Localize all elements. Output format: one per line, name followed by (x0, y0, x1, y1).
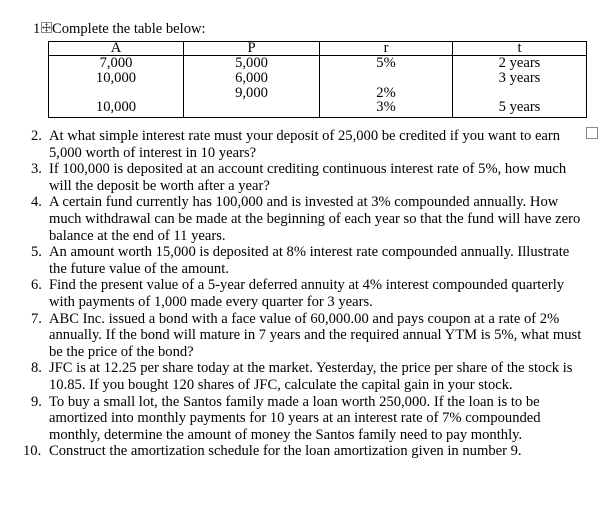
table-move-handle-icon[interactable] (41, 22, 52, 33)
table-instruction: Complete the table below: (52, 21, 206, 37)
question-5: 5. An amount worth 15,000 is deposited at 8% interest rate compounded annually. Illustrate the future value of the amount. (31, 244, 570, 277)
header-t: t (453, 42, 587, 56)
p-row3: 9,000 (235, 85, 268, 101)
question-list (0, 128, 603, 460)
question-8: 8. JFC is at 12.25 per share today at the market. Yesterday, the price per share of the stock is 10.85. If you bought 120 shares of JFC, calculate the capital gain in your stock. (31, 360, 573, 393)
question-9: 9. To buy a small lot, the Santos family made a loan worth 250,000. If the loan is to be amortized into monthly payments for 10 years at an interest rate of 7% compounded monthly, determine the amount of money the Santos family need to pay monthly. (31, 393, 541, 443)
a-row4: 10,000 (49, 101, 184, 118)
question-4: 4. A certain fund currently has 100,000 and is invested at 3% compounded annually. How much withdrawal can be made at the beginning of each year so that the fund will have zero balance at the end of 11 years. (31, 194, 581, 244)
p-row1: 5,000 (235, 55, 268, 71)
item-1-number: 1 (33, 21, 41, 37)
question-6: 6. Find the present value of a 5-year deferred annuity at 4% interest compounded quarterly with payments of 1,000 made every quarter for 3 years. (31, 277, 565, 310)
header-a: A (49, 42, 184, 56)
r-row1: 5% (376, 55, 396, 71)
p-row2: 6,000 (235, 70, 268, 86)
p-row4 (184, 101, 320, 118)
header-p: P (184, 42, 320, 56)
a-row2: 7,000 (99, 55, 133, 71)
t-row2: 3 years (498, 70, 541, 86)
question-10: 10. Construct the amortization schedule for the loan amortization given in number 9. (23, 443, 522, 460)
column-a-cell (49, 56, 184, 102)
table-row-4 (49, 101, 587, 118)
table-header-row (49, 42, 587, 56)
r-row3: 2% (376, 85, 396, 101)
r-row4: 3% (320, 101, 453, 118)
column-p-cell (184, 56, 320, 102)
a-row3: 10,000 (95, 70, 137, 86)
column-t-cell (453, 56, 587, 102)
column-r-cell (320, 56, 453, 102)
t-row1: 2 years (498, 55, 541, 71)
t-row4: 5 years (453, 101, 587, 118)
header-r: r (320, 42, 453, 56)
question-3: 3. If 100,000 is deposited at an account crediting continuous interest rate of 5%, how much will the deposit be worth after a year? (31, 161, 567, 194)
question-7: 7. ABC Inc. issued a bond with a face value of 60,000.00 and pays coupon at a rate of 2% annually. If the bond will mature in 7 years and the required annual YTM is 5%, what must be the price of the bond? (31, 310, 582, 360)
table-body (49, 56, 587, 102)
question-2: 2. At what simple interest rate must your deposit of 25,000 be credited if you want to earn 5,000 worth of interest in 10 years? (31, 128, 561, 161)
interest-table (48, 41, 587, 118)
